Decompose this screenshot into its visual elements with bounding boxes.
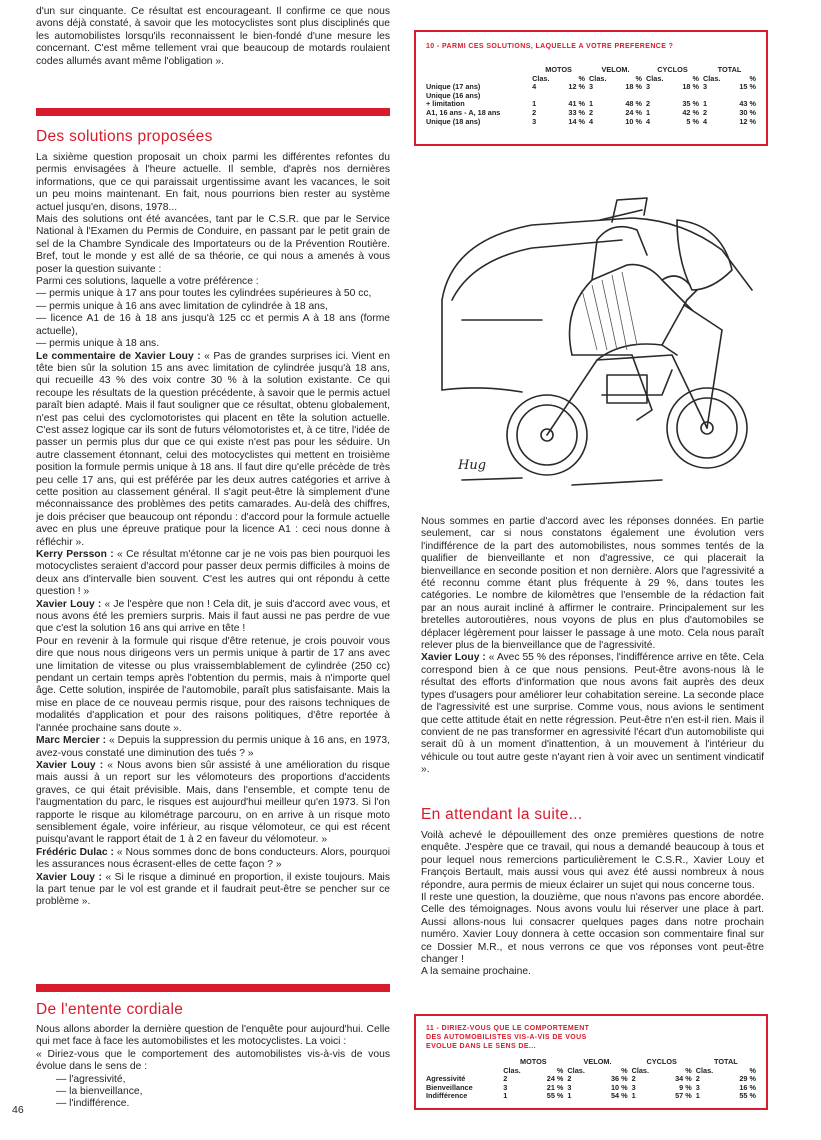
table-cell: 18 % [625,82,642,92]
section1-body [36,152,390,909]
table-cell: 57 % [675,1091,692,1101]
table-row [424,1092,758,1101]
column-header: % [578,73,586,83]
dialogue-entry [36,872,390,909]
column-header: % [685,1065,692,1075]
results-table-question-11 [414,1014,768,1110]
table-cell: 43 % [739,99,756,109]
list-item: — permis unique à 16 ans avec limitation de cylindrée à 18 ans, [36,300,328,312]
column-group-total: TOTAL [717,65,742,74]
dialogue-entry [36,735,390,760]
speaker-name: Marc Mercier : [36,735,107,747]
section-heading-entente: De l'entente cordiale [36,1001,184,1018]
table-cell: 3 [532,116,537,126]
table-cell: 4 [702,116,708,126]
column-header: Clas. [567,1065,585,1075]
results-table-question-10 [414,30,768,146]
table-cell: 3 [695,1082,700,1092]
column-group-motos: MOTOS [520,1057,547,1066]
table-cell: 3 [702,82,708,92]
column-group-total: TOTAL [714,1057,738,1066]
column-header: Clas. [503,1065,521,1075]
intro-paragraph: d'un sur cinquante. Ce résultat est encourageant. Il confirme ce que nous avons déjà constaté, à savoir que les motocyclistes sont plus disciplinés que les automobilistes lorsqu'ils reconnaissent le bien-fondé d'une mesure les concernant. C'est même tellement vrai que beaucoup de motards roulaient codes allumés avant même l'obligation ». [36,6,390,67]
speaker-text: « Si le risque a diminué en proportion, il existe toujours. Mais la part tenue par le vol est grande et il faudrait peut-être se pencher sur ce problème ». [36,871,390,908]
column-group-cyclos: CYCLOS [657,65,688,74]
section-divider-2 [36,984,390,992]
table-cell: 3 [631,1082,636,1092]
table-cell: 33 % [568,107,586,117]
list-item: — l'indifférence. [56,1098,130,1110]
table-cell: 1 [532,99,537,109]
list-item: — l'agressivité, [56,1073,126,1085]
list-item: — la bienveillance, [56,1086,143,1098]
table-cell: 29 % [739,1074,756,1084]
column-group-cyclos: CYCLOS [646,1057,677,1066]
speaker-name: Xavier Louy : [421,652,486,664]
section-heading-solutions: Des solutions proposées [36,128,213,145]
speaker-name: Kerry Persson : [36,549,114,560]
table-title: 10 - PARMI CES SOLUTIONS, LAQUELLE A VOTRE PREFERENCE ? [426,43,674,50]
table-cell: 4 [532,82,537,92]
table-cell: 2 [503,1074,508,1084]
table-cell: 24 % [625,107,642,117]
row-label: A1, 16 ans - A, 18 ans [426,107,501,117]
table-cell: 48 % [625,99,642,109]
column-header: % [621,1065,628,1075]
table-cell: 36 % [610,1074,628,1084]
speaker-text: « Depuis la suppression du permis unique à 16 ans, en 1973, avez-vous constaté une diminution des tués ? » [36,735,390,759]
table-row [424,1084,758,1093]
speaker-text: Pour en revenir à la formule qui risque d'être retenue, je crois pouvoir vous dire que nous nous dirigeons vers un permis unique à partir de 17 ans avec une limitation de vitesse ou plus vraissemblablement de cylindrée (250 cc) pendant un certain temps après l'obtention du permis, mais à n'importe quel âge. Cette solution, inspirée de l'automobile, paraît plus satisfaisante. Mais la mise en place de ce nouveau permis risque, pour des raisons techniques de modalités d'application et pour des raisons politiques, d'être reportée à l'année prochaine sans doute ». [36,635,390,734]
speaker-name: Xavier Louy : [36,598,102,610]
dialogue-entry [36,847,390,872]
table-cell: 55 % [739,1091,756,1101]
column-header: % [635,73,642,83]
row-label: Indifférence [426,1091,468,1101]
table-cell: 5 % [686,116,699,126]
row-label: Unique (17 ans) [426,82,481,92]
results-table [424,1058,758,1101]
column-header: % [692,73,699,83]
table-row [424,118,758,127]
column-header: % [556,1065,564,1075]
column-group-motos: MOTOS [545,65,572,74]
table-cell: 2 [646,99,651,109]
table-cell: 12 % [739,116,756,126]
table-cell: 54 % [610,1091,628,1101]
column-header: Clas. [702,73,721,83]
table-cell: 30 % [739,107,756,117]
table-cell: 12 % [568,82,586,92]
speaker-text: « Avec 55 % des réponses, l'indifférence arrive en tête. Cela correspond bien à ce que nous pensions. Peut-être avons-nous là le résultat des efforts d'information que nous avons fait auprès des deux types d'usagers pour améliorer leur cohabitation sereine. La seconde place de l'agressivité est une surprise. Comme vous, nous avions le sentiment que cette attitude était en nette régression. Peut-être n'en est-il rien. Mais il convient de ne pas transformer en agressivité l'écart d'un automobiliste qui serait dû à un moment d'inattention, à un mouvement à l'intérieur du véhicule ou tout autre geste n'ayant rien à voir avec un sentiment vindicatif ». [421,652,764,776]
table-title-line: 11 - DIRIEZ-VOUS QUE LE COMPORTEMENT [426,1025,590,1032]
speaker-name: Xavier Louy : [36,759,104,771]
table-cell: 2 [695,1074,700,1084]
table-cell: 35 % [682,99,699,109]
list-item: — licence A1 de 16 à 18 ans jusqu'à 125 cc et permis A à 18 ans (forme actuelle), [36,313,390,337]
table-cell: 3 [589,82,594,92]
table-cell: 3 [503,1082,508,1092]
table-cell: 18 % [682,82,699,92]
column-group-velom: VELOM. [583,1057,612,1066]
table-title-line: DES AUTOMOBILISTES VIS-A-VIS DE VOUS [426,1034,587,1041]
row-label: Bienveillance [426,1082,473,1092]
table-cell: 1 [503,1091,508,1101]
paragraph: « Diriez-vous que le comportement des automobilistes vis-à-vis de vous évolue dans le sens de : [36,1048,390,1073]
table-cell: 2 [567,1074,572,1084]
row-label: + limitation [426,99,465,109]
speaker-name: Xavier Louy : [36,871,102,883]
table-cell: 1 [695,1091,700,1101]
table-cell: 9 % [679,1082,692,1092]
paragraph: La sixième question proposait un choix parmi les différentes refontes du permis envisagées à l'heure actuelle. Il semble, d'après nos dernières informations, que ce qui paraissait urgentissime avant les vacances, le soit un peu moins maintenant. En fait, nous pourrions bien rester au système actuel jusqu'en, disons, 1978... [36,152,390,213]
table-cell: 24 % [546,1074,564,1084]
table-cell: 55 % [546,1091,564,1101]
table-cell: 3 [567,1082,572,1092]
speaker-name: Le commentaire de Xavier Louy : [36,350,201,362]
table-cell: 1 [567,1091,572,1101]
right-body [421,516,764,777]
illustrator-signature: Hug [458,458,487,473]
table-cell: 41 % [568,99,586,109]
table-cell: 14 % [568,116,586,126]
table-title [426,1024,589,1051]
table-cell: 1 [702,99,708,109]
table-cell: 21 % [546,1082,564,1092]
paragraph: A la semaine prochaine. [421,966,531,978]
section-heading-suite: En attendant la suite... [421,806,583,823]
table-title-line: EVOLUE DANS LE SENS DE... [426,1043,536,1050]
speaker-name: Frédéric Dulac : [36,846,114,858]
table-cell: 15 % [739,82,756,92]
table-cell: 4 [589,116,594,126]
dialogue-entry [36,351,390,550]
left-intro [36,6,390,68]
list-item: — permis unique à 17 ans pour toutes les cylindrées supérieures à 50 cc, [36,288,372,300]
results-table [424,66,758,126]
table-cell: 1 [589,99,594,109]
row-label: Unique (18 ans) [426,116,481,126]
column-header: Clas. [589,73,607,83]
column-header: % [749,73,756,83]
table-cell: 3 [646,82,651,92]
speaker-text: « Nous sommes donc de bons conducteurs. Alors, pourquoi les assurances nous écrasent-elles de cette façon ? » [36,846,390,871]
table-cell: 42 % [682,107,699,117]
table-cell: 2 [589,107,594,117]
table-cell: 1 [631,1091,636,1101]
table-cell: 4 [646,116,651,126]
dialogue-entry [36,760,390,847]
speaker-text: « Ce résultat m'étonne car je ne vois pas bien pourquoi les motocyclistes seraient d'accord pour passer deux permis difficiles à moins de deux ans d'intervalle bien souvent. C'est les autres qui ont répondu à cette question ! » [36,549,390,598]
table-cell: 1 [646,107,651,117]
dialogue-entry [421,652,764,776]
speaker-text: « Je l'espère que non ! Cela dit, je suis d'accord avec vous, et nous avons été les premiers surpris. Mais il faut aussi ne pas perdre de vue que c'est la solution 16 ans qui arrive en tête ! [36,598,390,635]
column-header: Clas. [631,1065,650,1075]
column-header: Clas. [646,73,664,83]
list-item: — permis unique à 18 ans. [36,338,160,350]
table-row [424,1075,758,1084]
page-number: 46 [12,1104,24,1116]
speaker-text: « Pas de grandes surprises ici. Vient en tête bien sûr la solution 15 ans avec limitation de cylindrée jusqu'à 18 ans, qui recueille 43 % des voix contre 30 % à la solution existante. Ce qui recoupe les résultats de la question précédente, à savoir que le permis actuel paraît bien adapté. Mais il faut souligner que ce résultat, obtenu globalement, n'est pas celui des cyclomotoristes qui placent en tête la solution actuelle. C'est assez logique car ils sont de futurs vélomotoristes et, à ce titre, l'idée de passer un permis plus dur que ce qui existe n'est pas pour les séduire. Un autre classement étonnant, celui des motocyclistes qui mettent en troisième position la formule permis unique à 18 ans. Il faut dire qu'elle précède de très peu celle 17 ans, qui est préférée par les deux autres catégories et arrive à cette position au classement général. Il s'agit peut-être là simplement d'une méconnaissance des problèmes des petits camarades. Au-delà des chiffres, je dois préciser que beaucoup ont répondu : d'accord pour la formule actuelle avec en plus une épreuve pratique pour la licence A1 : ceci nous donne à réfléchir ». [36,350,390,548]
paragraph: Il reste une question, la douzième, que nous n'avons pas encore abordée. Celle des témoignages. Nous avons voulu lui réserver une place à part. Aussi allons-nous lui consacrer quelques pages dans notre prochain numéro. Xavier Louy donnera à cette occasion son commentaire final sur ce Dossier M.R., et nous verrons ce que vos réponses vont peut-être changer ! [421,892,764,966]
motorcycle-illustration [422,180,762,510]
section-divider-1 [36,108,390,116]
paragraph: Parmi ces solutions, laquelle a votre préférence : [36,276,259,288]
column-header: % [749,1065,756,1075]
table-cell: 10 % [610,1082,628,1092]
section3-body [421,830,764,979]
table-cell: 2 [532,107,537,117]
row-label: Agressivité [426,1074,466,1084]
dialogue-entry [36,636,390,735]
paragraph: Voilà achevé le dépouillement des onze premières questions de notre enquête. J'espère que ce travail, qui nous a demandé beaucoup à tous et pour lequel nous remercions particulièrement le C.S.R., Xavier Louy et François Bertault, mais aussi vous qui avez été aussi nombreux à nous répondre, aura permis de mieux éclairer un sujet qui nous concerne tous. [421,830,764,891]
speaker-text: « Nous avons bien sûr assisté à une amélioration du risque mais aussi à un report sur les vélomoteurs des proportions d'accidents graves, ce qui était prévisible. Mais, dans l'ensemble, et compte tenu de l'augmentation du parc, le risques est aujourd'hui meilleur qu'en 1973. Si l'on rapporte le risque au kilométrage parcouru, on en arrive à un risque moto sensiblement égale, voire inférieur, au risque vélomoteur, ce qui est récent puisqu'avant le rapport était de 1 à 2 en faveur du vélomoteur. » [36,759,390,846]
table-cell: 10 % [625,116,642,126]
paragraph: Nous sommes en partie d'accord avec les réponses données. En partie seulement, car si nous constatons également une évolution vers l'indifférence de la part des automobilistes, nous sommes tentés de la qualifier de bienveillante et non d'agressive, ce qui placerait la bienveillance en seconde position et non dernière. Alors que l'agressivité a été reconnu comme étant plus fréquente à 29 %, dans toutes les catégories. Le nombre de kilomètres que l'ensemble de la rédaction fait par an nous aurait incliné à affirmer le contraire. Principalement sur les bretelles autoroutières, nous voyons de plus en plus d'automobiles se déplacer légèrement pour laisser le passage à une moto. Cela nous paraît relever plus de la bienveillance que de l'agressivité. [421,516,764,652]
row-label: Unique (16 ans) [426,90,481,100]
column-group-velom: VELOM. [601,65,630,74]
dialogue-entry [36,549,390,599]
paragraph: Nous allons aborder la dernière question de l'enquête pour aujourd'hui. Celle qui met face à face les automobilistes et les motocyclistes. La voici : [36,1024,390,1048]
section2-body [36,1024,390,1111]
column-header: Clas. [532,73,550,83]
table-cell: 16 % [739,1082,756,1092]
table-cell: 34 % [675,1074,692,1084]
table-cell: 2 [702,107,708,117]
paragraph: Mais des solutions ont été avancées, tant par le C.S.R. que par le Service National à l'Examen du Permis de Conduire, en passant par le petit grain de sel de la Chambre Syndicale des Importateurs ou de la Prévention Routière. Bref, tout le monde y est allé de sa théorie, ce qui nous a amenés à vous poser la question suivante : [36,214,390,275]
column-header: Clas. [695,1065,714,1075]
table-cell: 2 [631,1074,636,1084]
table-subheader [424,1067,758,1076]
dialogue-entry [36,599,390,636]
